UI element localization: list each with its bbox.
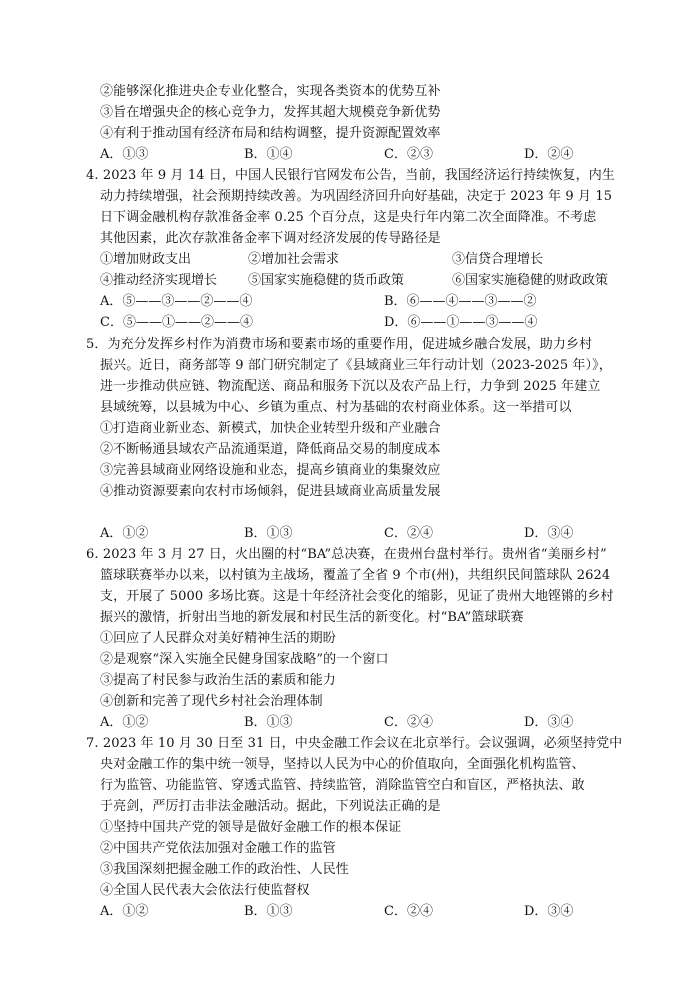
q3-statement-3: ③旨在增强央企的核心竞争力，发挥其超大规模竞争新优势 <box>100 105 441 120</box>
q7-option-d: D．③④ <box>524 904 574 919</box>
q6-stem-line-4: 振兴的激情，折射出当地的新发展和村民生活的新变化。村“BA”篮球联赛 <box>100 610 524 625</box>
q5-option-b: B．①③ <box>244 526 293 541</box>
q4-option-d: D．⑥——①——③——④ <box>384 315 538 330</box>
q4-factor-5: ⑤国家实施稳健的货币政策 <box>248 273 405 288</box>
q3-option-a: A．①③ <box>100 147 149 162</box>
q7-option-c: C．②④ <box>384 904 433 919</box>
q3-option-d: D．②④ <box>524 147 574 162</box>
q4-option-a: A．⑤——③——②——④ <box>100 294 253 309</box>
q7-option-a: A．①② <box>100 904 149 919</box>
q5-statement-3: ④推动资源要素向农村市场倾斜，促进县域商业高质量发展 <box>100 484 441 499</box>
q4-factor-4: ④推动经济实现增长 <box>100 273 218 288</box>
q7-statement-1: ①坚持中国共产党的领导是做好金融工作的根本保证 <box>100 820 402 835</box>
q4-stem-line-1: 4. 2023 年 9 月 14 日，中国人民银行官网发布公告，当前，我国经济运行持续恢复，内生 <box>86 168 615 183</box>
q4-option-c: C．⑤——①——②——④ <box>100 315 253 330</box>
q6-option-c: C．②④ <box>384 715 433 730</box>
q5-stem-line-5: ①打造商业新业态、新模式，加快企业转型升级和产业融合 <box>100 421 441 436</box>
q5-statement-1: ②不断畅通县域农产品流通渠道，降低商品交易的制度成本 <box>100 442 441 457</box>
q7-statement-3: ③我国深刻把握金融工作的政治性、人民性 <box>100 862 349 877</box>
q6-stem-line-2: 篮球联赛举办以来，以村镇为主战场，覆盖了全省 9 个市(州)，共组织民间篮球队 2624 <box>100 568 611 583</box>
q6-option-d: D．③④ <box>524 715 574 730</box>
q3-option-c: C．②③ <box>384 147 433 162</box>
q6-stem-line-3: 支，开展了 5000 多场比赛。这是十年经济社会变化的缩影，见证了贵州大地铿锵的乡村 <box>100 589 614 604</box>
q5-stem-line-2: 振兴。近日，商务部等 9 部门研究制定了《县域商业三年行动计划（2023-2025 年）》， <box>100 358 612 373</box>
q4-factor-6: ⑥国家实施稳健的财政政策 <box>452 273 609 288</box>
q5-statement-2: ③完善县域商业网络设施和业态，提高乡镇商业的集聚效应 <box>100 463 441 478</box>
q4-option-b: B．⑥——④——③——② <box>384 294 537 309</box>
q6-stem-line-1: 6. 2023 年 3 月 27 日，火出圈的村“BA”总决赛，在贵州台盘村举行。贵州省“美丽乡村” <box>86 547 607 562</box>
q3-statement-4: ④有利于推动国有经济布局和结构调整，提升资源配置效率 <box>100 126 441 141</box>
q7-stem-line-2: 央对金融工作的集中统一领导，坚持以人民为中心的价值取向，全面强化机构监管、 <box>100 757 585 772</box>
q5-option-a: A．①② <box>100 526 149 541</box>
q6-option-b: B．①③ <box>244 715 293 730</box>
q5-option-d: D．③④ <box>524 526 574 541</box>
q4-factor-2: ②增加社会需求 <box>248 252 340 267</box>
q6-statement-4: ④创新和完善了现代乡村社会治理体制 <box>100 694 323 709</box>
q6-statement-2: ②是观察“深入实施全民健身国家战略”的一个窗口 <box>100 652 389 667</box>
q6-statement-1: ①回应了人民群众对美好精神生活的期盼 <box>100 631 336 646</box>
q5-option-c: C．②④ <box>384 526 433 541</box>
q7-statement-4: ④全国人民代表大会依法行使监督权 <box>100 883 310 898</box>
q7-stem-line-3: 行为监管、功能监管、穿透式监管、持续监管，消除监管空白和盲区，严格执法、敢 <box>100 778 585 793</box>
q3-option-b: B．①④ <box>244 147 293 162</box>
q4-factor-1: ①增加财政支出 <box>100 252 192 267</box>
q6-statement-3: ③提高了村民参与政治生活的素质和能力 <box>100 673 336 688</box>
q4-factor-3: ③信贷合理增长 <box>452 252 544 267</box>
q5-stem-line-4: 县域统筹，以县城为中心、乡镇为重点、村为基础的农村商业体系。这一举措可以 <box>100 400 572 415</box>
q4-stem-line-3: 日下调金融机构存款准备金率 0.25 个百分点，这是央行年内第二次全面降准。不考虑 <box>100 210 597 225</box>
q7-statement-2: ②中国共产党依法加强对金融工作的监管 <box>100 841 336 856</box>
q4-stem-line-4: 其他因素，此次存款准备金率下调对经济发展的传导路径是 <box>100 231 441 246</box>
q5-stem-line-1: 5．为充分发挥乡村作为消费市场和要素市场的重要作用，促进城乡融合发展，助力乡村 <box>86 337 593 352</box>
q6-option-a: A．①② <box>100 715 149 730</box>
q7-option-b: B．①③ <box>244 904 293 919</box>
q7-stem-line-4: 于亮剑，严厉打击非法金融活动。据此，下列说法正确的是 <box>100 799 441 814</box>
q4-stem-line-2: 动力持续增强，社会预期持续改善。为巩固经济回升向好基础，决定于 2023 年 9 月 15 <box>100 189 613 204</box>
q5-stem-line-3: 进一步推动供应链、物流配送、商品和服务下沉以及农产品上行，力争到 2025 年建立 <box>100 379 601 394</box>
q3-statement-2: ②能够深化推进央企专业化整合，实现各类资本的优势互补 <box>100 84 441 99</box>
q7-stem-line-1: 7. 2023 年 10 月 30 日至 31 日，中央金融工作会议在北京举行。会议强调，必须坚持党中 <box>86 736 623 751</box>
